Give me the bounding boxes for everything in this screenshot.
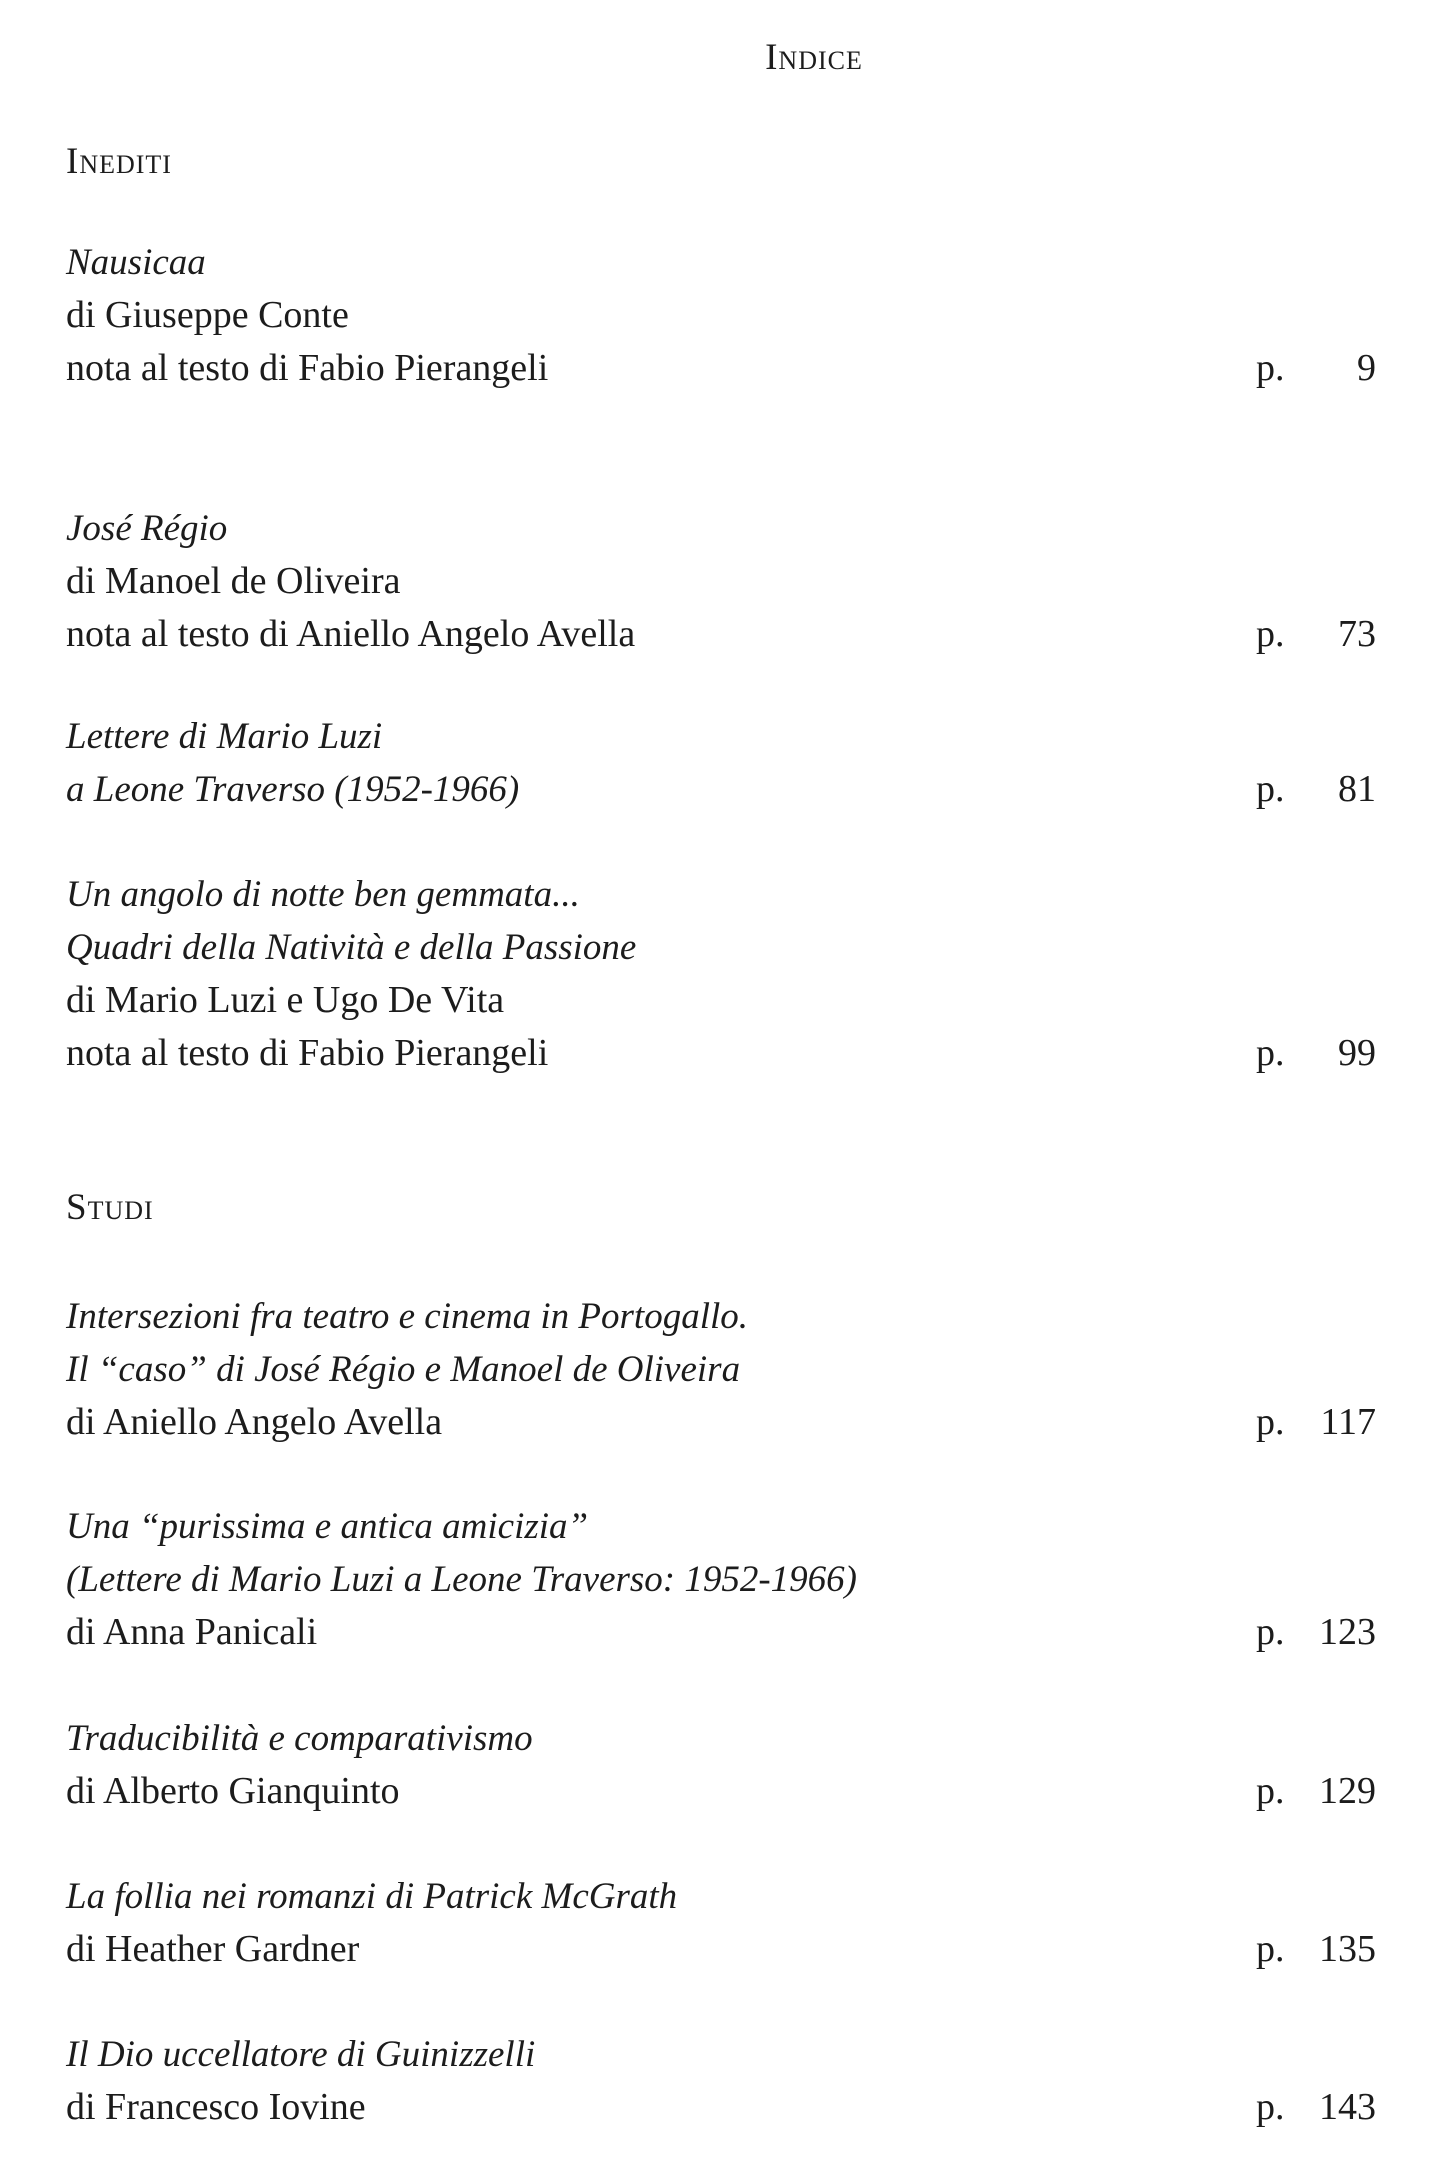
entry-author-line: di Alberto Gianquinto p. 129: [66, 1770, 1376, 1812]
toc-entry[interactable]: [66, 502, 1376, 661]
entry-author: di Manoel de Oliveira: [66, 560, 401, 602]
toc-entry[interactable]: [66, 236, 1376, 395]
entry-title: Intersezioni fra teatro e cinema in Portogallo.: [66, 1296, 749, 1337]
entry-author-line: di Anna Panicali p. 123: [66, 1611, 1376, 1653]
toc-entry[interactable]: [66, 868, 1376, 1080]
entry-author: di Francesco Iovine: [66, 2086, 366, 2128]
toc-entry[interactable]: [66, 2028, 1376, 2134]
toc-entry[interactable]: [66, 1870, 1376, 1976]
section-title-studi: Studi: [66, 1187, 154, 1228]
toc-entry[interactable]: [66, 1290, 1376, 1449]
entry-note: nota al testo di Fabio Pierangeli: [66, 1032, 549, 1074]
entry-title: Una “purissima e antica amicizia”: [66, 1506, 589, 1547]
entry-title: Nausicaa: [66, 242, 206, 283]
entry-title: Traducibilità e comparativismo: [66, 1718, 533, 1759]
entry-author: di Mario Luzi e Ugo De Vita: [66, 979, 505, 1021]
entry-author: di Alberto Gianquinto: [66, 1770, 400, 1812]
entry-author: di Anna Panicali: [66, 1611, 318, 1653]
toc-entry[interactable]: [66, 1712, 1376, 1818]
entry-subtitle: Il “caso” di José Régio e Manoel de Oliveira: [66, 1349, 741, 1390]
entry-author: di Giuseppe Conte: [66, 294, 349, 336]
page-title: Indice: [765, 37, 863, 78]
entry-note: nota al testo di Aniello Angelo Avella: [66, 613, 636, 655]
entry-title: Lettere di Mario Luzi: [66, 716, 383, 757]
entry-author-line: di Francesco Iovine p. 143: [66, 2086, 1376, 2128]
entry-title: José Régio: [66, 508, 228, 549]
toc-entry[interactable]: [66, 710, 1376, 816]
entry-note-line: nota al testo di Fabio Pierangeli p. 99: [66, 1032, 1376, 1074]
entry-author-line: di Heather Gardner p. 135: [66, 1928, 1376, 1970]
entry-subtitle: (Lettere di Mario Luzi a Leone Traverso: 1952-1966): [66, 1559, 858, 1600]
entry-author-line: di Aniello Angelo Avella p. 117: [66, 1401, 1376, 1443]
entry-author: di Aniello Angelo Avella: [66, 1401, 443, 1443]
entry-title-line: a Leone Traverso (1952-1966) p. 81: [66, 768, 1376, 810]
entry-title-continued: a Leone Traverso (1952-1966): [66, 769, 520, 810]
entry-title: Un angolo di notte ben gemmata...: [66, 874, 580, 915]
entry-author: di Heather Gardner: [66, 1928, 360, 1970]
entry-title: Il Dio uccellatore di Guinizzelli: [66, 2034, 536, 2075]
entry-note-line: nota al testo di Aniello Angelo Avella p. 73: [66, 613, 1376, 655]
toc-entry[interactable]: [66, 1500, 1376, 1659]
entry-note-line: nota al testo di Fabio Pierangeli p. 9: [66, 347, 1376, 389]
entry-note: nota al testo di Fabio Pierangeli: [66, 347, 549, 389]
section-title-inediti: Inediti: [66, 141, 172, 182]
entry-subtitle: Quadri della Natività e della Passione: [66, 927, 637, 968]
entry-title: La follia nei romanzi di Patrick McGrath: [66, 1876, 678, 1917]
